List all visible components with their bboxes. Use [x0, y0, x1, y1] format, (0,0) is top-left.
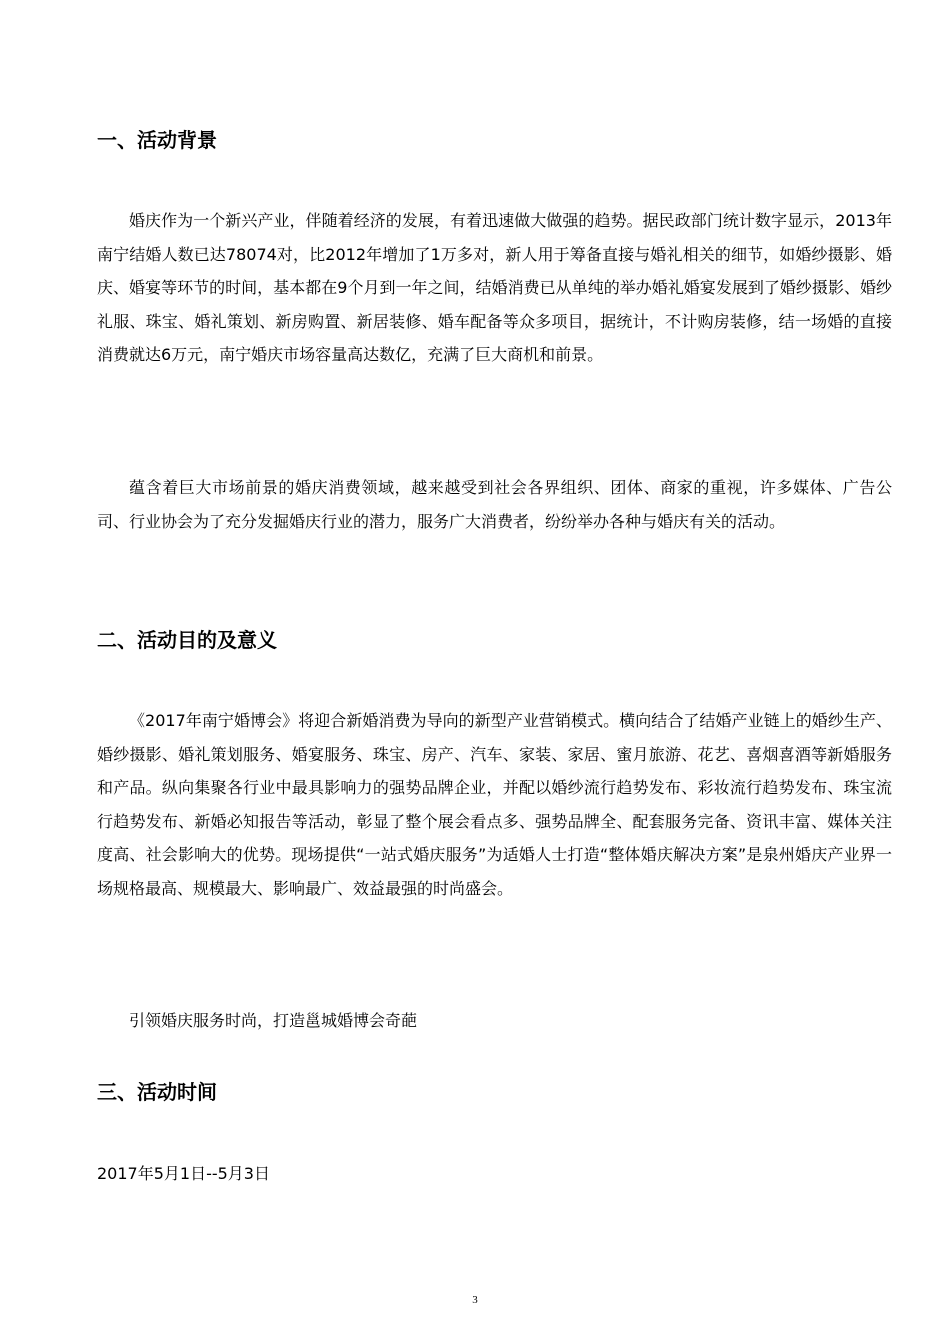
page-number: 3 — [472, 1294, 478, 1306]
section-heading-background: 一、活动背景 — [97, 128, 217, 152]
section-heading-time: 三、活动时间 — [97, 1080, 217, 1104]
section-heading-purpose: 二、活动目的及意义 — [97, 628, 277, 652]
paragraph-purpose-slogan: 引领婚庆服务时尚，打造邕城婚博会奇葩 — [129, 1011, 418, 1030]
paragraph-background-1: 婚庆作为一个新兴产业，伴随着经济的发展，有着迅速做大做强的趋势。据民政部门统计数字显示，2013年南宁结婚人数已达78074对，比2012年增加了1万多对，新人用于筹备直接与婚礼相关的细节，如婚纱摄影、婚庆、婚宴等环节的时间，基本都在9个月到一年之间，结婚消费已从单纯的举办婚礼婚宴发展到了婚纱摄影、婚纱礼服、珠宝、婚礼策划、新房购置、新居装修、婚车配备等众多项目，据统计，不计购房装修，结一场婚的直接消费就达6万元，南宁婚庆市场容量高达数亿，充满了巨大商机和前景。 — [97, 211, 892, 364]
paragraph-purpose-1: 《2017年南宁婚博会》将迎合新婚消费为导向的新型产业营销模式。横向结合了结婚产业链上的婚纱生产、婚纱摄影、婚礼策划服务、婚宴服务、珠宝、房产、汽车、家装、家居、蜜月旅游、花艺、喜烟喜酒等新婚服务和产品。纵向集聚各行业中最具影响力的强势品牌企业，并配以婚纱流行趋势发布、彩妆流行趋势发布、珠宝流行趋势发布、新婚必知报告等活动，彰显了整个展会看点多、强势品牌全、配套服务完备、资讯丰富、媒体关注度高、社会影响大的优势。现场提供“一站式婚庆服务”为适婚人士打造“整体婚庆解决方案”是泉州婚庆产业界一场规格最高、规模最大、影响最广、效益最强的时尚盛会。 — [97, 711, 892, 898]
event-date-text: 2017年5月1日--5月3日 — [97, 1164, 270, 1183]
paragraph-background-2: 蕴含着巨大市场前景的婚庆消费领域，越来越受到社会各界组织、团体、商家的重视，许多媒体、广告公司、行业协会为了充分发掘婚庆行业的潜力，服务广大消费者，纷纷举办各种与婚庆有关的活动。 — [97, 478, 892, 531]
